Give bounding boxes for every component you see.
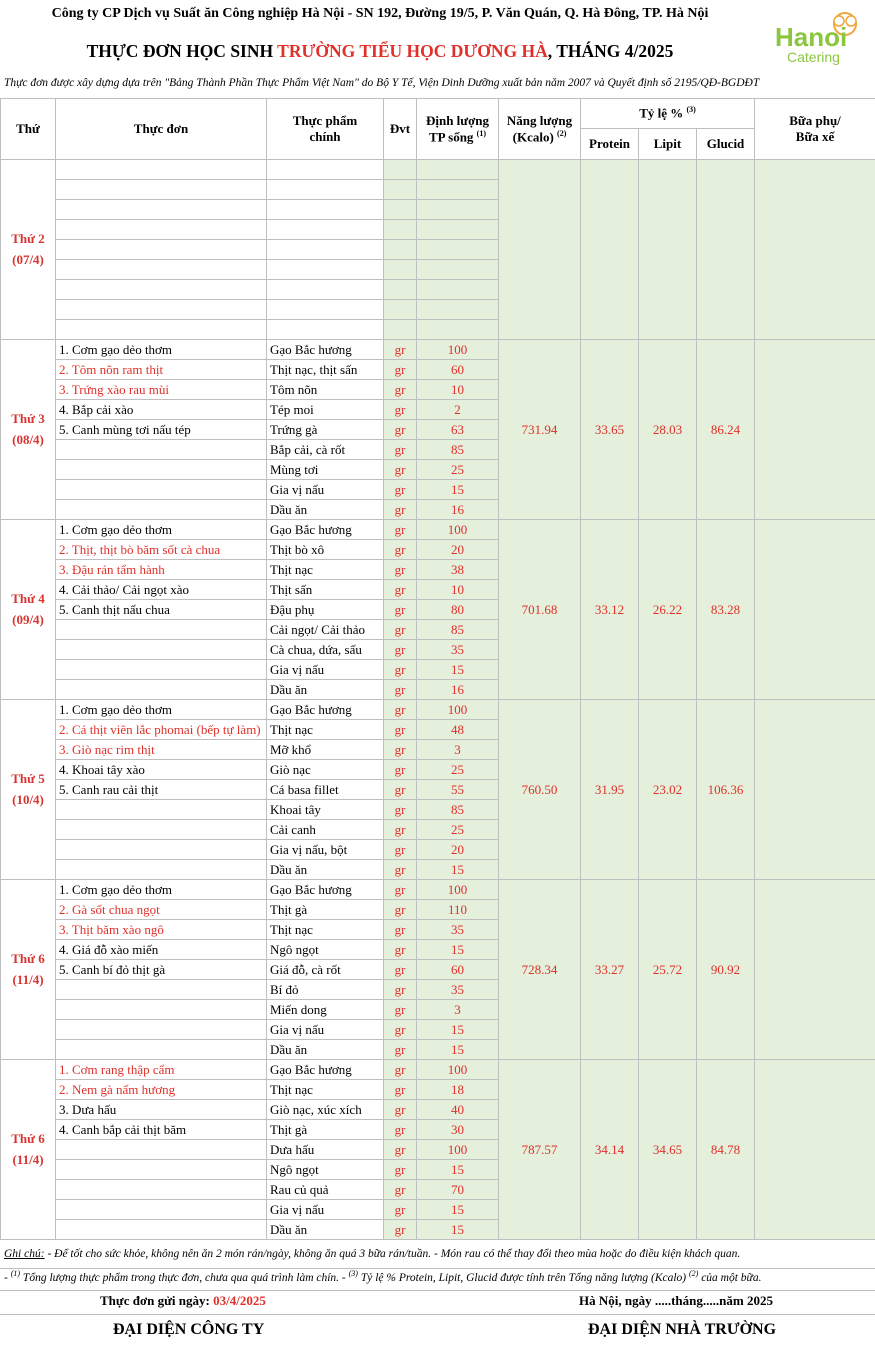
unit-cell: gr	[384, 760, 417, 780]
food-item: Miến dong	[267, 1000, 384, 1020]
unit-cell: gr	[384, 780, 417, 800]
unit-cell: gr	[384, 380, 417, 400]
dish-name: 2. Gà sốt chua ngọt	[56, 900, 267, 920]
food-item: Dầu ăn	[267, 1220, 384, 1240]
protein-value: 33.12	[581, 520, 639, 700]
food-item: Thịt sấn	[267, 580, 384, 600]
quantity-cell: 15	[417, 480, 499, 500]
quantity-cell: 85	[417, 620, 499, 640]
dish-name	[56, 1000, 267, 1020]
food-item: Giá đỗ, cà rốt	[267, 960, 384, 980]
quantity-cell: 35	[417, 980, 499, 1000]
food-item: Dầu ăn	[267, 500, 384, 520]
dish-name: 4. Bắp cải xào	[56, 400, 267, 420]
place-date: Hà Nội, ngày .....tháng.....năm 2025	[579, 1293, 773, 1308]
quantity-cell: 80	[417, 600, 499, 620]
unit-cell: gr	[384, 1140, 417, 1160]
dish-name	[56, 320, 267, 340]
food-item: Thịt gà	[267, 900, 384, 920]
day-label	[1, 340, 56, 520]
snack-cell	[755, 880, 875, 1060]
quantity-cell: 15	[417, 860, 499, 880]
dish-name: 3. Đậu rán tẩm hành	[56, 560, 267, 580]
unit-cell: gr	[384, 1200, 417, 1220]
dish-name	[56, 1180, 267, 1200]
quantity-cell: 35	[417, 920, 499, 940]
food-item	[267, 300, 384, 320]
food-item: Gia vị nấu, bột	[267, 840, 384, 860]
page-title	[0, 36, 760, 66]
unit-cell	[384, 300, 417, 320]
title-prefix: THỰC ĐƠN HỌC SINH	[86, 41, 278, 61]
quantity-cell	[417, 300, 499, 320]
dish-name: 2. Cá thịt viên lắc phomai (bếp tự làm)	[56, 720, 267, 740]
quantity-cell: 10	[417, 580, 499, 600]
unit-cell: gr	[384, 440, 417, 460]
quantity-cell: 63	[417, 420, 499, 440]
footnote-definitions: - $^{(1)}$ Tổng lượng thực phẩm trong thực đơn, chưa qua quá trình làm chín. - $^{(3)}$ Tỷ lệ % Protein, Lipit, Glucid được tính trên Tổng năng lượng (Kcalo) $^{(2)}$ của một bữa.	[4, 1269, 762, 1284]
food-item: Tép moi	[267, 400, 384, 420]
dish-name	[56, 660, 267, 680]
food-item	[267, 160, 384, 180]
food-item	[267, 260, 384, 280]
unit-cell	[384, 280, 417, 300]
day-name: Thứ 3	[11, 410, 45, 426]
quantity-cell: 110	[417, 900, 499, 920]
snack-cell	[755, 520, 875, 700]
dish-name: 2. Thịt, thịt bò băm sốt cà chua	[56, 540, 267, 560]
quantity-cell: 10	[417, 380, 499, 400]
table-row	[1, 880, 875, 900]
food-item: Thịt bò xô	[267, 540, 384, 560]
unit-cell: gr	[384, 820, 417, 840]
quantity-cell: 60	[417, 360, 499, 380]
dish-name	[56, 260, 267, 280]
food-item: Gia vị nấu	[267, 1020, 384, 1040]
lipit-value: 34.65	[639, 1060, 697, 1240]
quantity-cell	[417, 160, 499, 180]
quantity-cell: 100	[417, 700, 499, 720]
lipit-value: 23.02	[639, 700, 697, 880]
col-nang-luong: Năng lượng (Kcalo) $^{(2)}$	[499, 99, 581, 160]
glucid-value: 86.24	[697, 340, 755, 520]
food-item: Ngô ngọt	[267, 940, 384, 960]
dish-name	[56, 980, 267, 1000]
quantity-cell	[417, 200, 499, 220]
food-item: Giò nạc, xúc xích	[267, 1100, 384, 1120]
dish-name: 3. Giò nạc rim thịt	[56, 740, 267, 760]
dish-name: 5. Canh rau cải thịt	[56, 780, 267, 800]
dish-name: 3. Thịt băm xào ngô	[56, 920, 267, 940]
snack-cell	[755, 1060, 875, 1240]
day-label	[1, 520, 56, 700]
food-item	[267, 280, 384, 300]
unit-cell: gr	[384, 600, 417, 620]
quantity-cell: 35	[417, 640, 499, 660]
food-item: Cải ngọt/ Cải thảo	[267, 620, 384, 640]
quantity-cell: 85	[417, 440, 499, 460]
food-item: Thịt nạc	[267, 560, 384, 580]
glucid-value: 84.78	[697, 1060, 755, 1240]
source-note: Thực đơn được xây dựng dựa trên "Bảng Thành Phần Thực Phẩm Việt Nam" do Bộ Y Tế, Viện Dinh Dưỡng xuất bản năm 2007 và Quyết định số 2195/QĐ-BGDĐT	[4, 77, 760, 89]
unit-cell	[384, 200, 417, 220]
quantity-cell	[417, 260, 499, 280]
dish-name: 3. Dưa hấu	[56, 1100, 267, 1120]
protein-value: 33.27	[581, 880, 639, 1060]
signature-company: ĐẠI DIỆN CÔNG TY	[113, 1321, 265, 1338]
food-item	[267, 240, 384, 260]
food-item: Thịt nạc	[267, 1080, 384, 1100]
unit-cell: gr	[384, 500, 417, 520]
quantity-cell: 16	[417, 680, 499, 700]
quantity-cell: 16	[417, 500, 499, 520]
protein-value	[581, 160, 639, 340]
dish-name: 1. Cơm rang thập cẩm	[56, 1060, 267, 1080]
snack-cell	[755, 160, 875, 340]
food-item: Thịt gà	[267, 1120, 384, 1140]
quantity-cell	[417, 220, 499, 240]
unit-cell: gr	[384, 980, 417, 1000]
col-ty-le: Tỷ lệ % $^{(3)}$	[581, 99, 755, 129]
unit-cell: gr	[384, 900, 417, 920]
dish-name: 5. Canh mùng tơi nấu tép	[56, 420, 267, 440]
quantity-cell	[417, 180, 499, 200]
snack-cell	[755, 700, 875, 880]
signature-school: ĐẠI DIỆN NHÀ TRƯỜNG	[588, 1321, 777, 1338]
col-bua-phu: Bữa phụ/ Bữa xế	[755, 99, 875, 160]
dish-name	[56, 840, 267, 860]
food-item: Ngô ngọt	[267, 1160, 384, 1180]
lipit-value: 25.72	[639, 880, 697, 1060]
unit-cell: gr	[384, 360, 417, 380]
dish-name	[56, 500, 267, 520]
dish-name	[56, 1200, 267, 1220]
quantity-cell	[417, 320, 499, 340]
quantity-cell: 85	[417, 800, 499, 820]
day-name: Thứ 4	[11, 590, 45, 606]
unit-cell: gr	[384, 1120, 417, 1140]
col-thuc-pham: Thực phẩm chính	[267, 99, 384, 160]
food-item: Gạo Bắc hương	[267, 520, 384, 540]
dish-name: 1. Cơm gạo dẻo thơm	[56, 340, 267, 360]
quantity-cell: 15	[417, 940, 499, 960]
logo-subtext: Catering	[787, 49, 840, 65]
snack-cell	[755, 340, 875, 520]
food-item	[267, 180, 384, 200]
footnote-general: Ghi chú: - Để tốt cho sức khỏe, không nên ăn 2 món rán/ngày, không ăn quá 3 bữa rán/tuần. - Món rau có thể thay đổi theo mùa hoặc do điều kiện khách quan.	[4, 1248, 741, 1260]
dish-name	[56, 860, 267, 880]
day-label	[1, 1060, 56, 1240]
day-label	[1, 880, 56, 1060]
food-item: Gia vị nấu	[267, 1200, 384, 1220]
unit-cell	[384, 320, 417, 340]
unit-cell: gr	[384, 860, 417, 880]
dish-name: 4. Giá đỗ xào miến	[56, 940, 267, 960]
quantity-cell: 3	[417, 1000, 499, 1020]
dish-name	[56, 800, 267, 820]
day-label	[1, 700, 56, 880]
menu-table	[0, 98, 875, 1240]
quantity-cell: 15	[417, 1160, 499, 1180]
logo-wordmark: Hanoi	[775, 22, 848, 52]
energy-value: 787.57	[499, 1060, 581, 1240]
unit-cell: gr	[384, 1180, 417, 1200]
food-item: Khoai tây	[267, 800, 384, 820]
dish-name: 5. Canh thịt nấu chua	[56, 600, 267, 620]
food-item: Gạo Bắc hương	[267, 700, 384, 720]
quantity-cell	[417, 280, 499, 300]
quantity-cell: 25	[417, 460, 499, 480]
quantity-cell: 3	[417, 740, 499, 760]
dish-name: 4. Cải thảo/ Cải ngọt xào	[56, 580, 267, 600]
quantity-cell: 15	[417, 1200, 499, 1220]
quantity-cell: 30	[417, 1120, 499, 1140]
dish-name	[56, 480, 267, 500]
quantity-cell: 20	[417, 840, 499, 860]
protein-value: 31.95	[581, 700, 639, 880]
hanoi-catering-logo	[773, 8, 865, 68]
unit-cell: gr	[384, 1220, 417, 1240]
food-item: Dầu ăn	[267, 860, 384, 880]
day-name: Thứ 6	[11, 950, 45, 966]
col-dinh-luong: Định lượng TP sống $^{(1)}$	[417, 99, 499, 160]
dish-name: 1. Cơm gạo dẻo thơm	[56, 700, 267, 720]
dish-name: 4. Canh bắp cải thịt băm	[56, 1120, 267, 1140]
unit-cell: gr	[384, 720, 417, 740]
glucid-value	[697, 160, 755, 340]
day-name: Thứ 5	[11, 770, 45, 786]
quantity-cell: 55	[417, 780, 499, 800]
unit-cell: gr	[384, 700, 417, 720]
protein-value: 33.65	[581, 340, 639, 520]
unit-cell	[384, 260, 417, 280]
dish-name: 1. Cơm gạo dẻo thơm	[56, 880, 267, 900]
dish-name	[56, 240, 267, 260]
quantity-cell: 40	[417, 1100, 499, 1120]
dish-name: 3. Trứng xào rau mùi	[56, 380, 267, 400]
table-row	[1, 520, 875, 540]
energy-value: 728.34	[499, 880, 581, 1060]
food-item: Trứng gà	[267, 420, 384, 440]
lipit-value	[639, 160, 697, 340]
unit-cell	[384, 180, 417, 200]
col-glucid: Glucid	[697, 129, 755, 160]
quantity-cell: 48	[417, 720, 499, 740]
quantity-cell: 100	[417, 520, 499, 540]
unit-cell: gr	[384, 680, 417, 700]
food-item: Mùng tơi	[267, 460, 384, 480]
quantity-cell: 100	[417, 1140, 499, 1160]
unit-cell: gr	[384, 1020, 417, 1040]
food-item: Tôm nõn	[267, 380, 384, 400]
protein-value: 34.14	[581, 1060, 639, 1240]
day-date: (11/4)	[12, 971, 44, 987]
food-item: Gia vị nấu	[267, 660, 384, 680]
glucid-value: 106.36	[697, 700, 755, 880]
day-name: Thứ 2	[11, 230, 45, 246]
unit-cell: gr	[384, 640, 417, 660]
dish-name	[56, 440, 267, 460]
food-item: Đậu phụ	[267, 600, 384, 620]
unit-cell: gr	[384, 740, 417, 760]
food-item	[267, 200, 384, 220]
quantity-cell: 15	[417, 1220, 499, 1240]
unit-cell: gr	[384, 400, 417, 420]
day-date: (07/4)	[12, 251, 44, 267]
dish-name	[56, 300, 267, 320]
unit-cell: gr	[384, 620, 417, 640]
unit-cell: gr	[384, 1040, 417, 1060]
quantity-cell: 15	[417, 1020, 499, 1040]
dish-name: 2. Tôm nõn ram thịt	[56, 360, 267, 380]
unit-cell: gr	[384, 800, 417, 820]
quantity-cell: 20	[417, 540, 499, 560]
unit-cell	[384, 160, 417, 180]
quantity-cell: 100	[417, 340, 499, 360]
food-item: Thịt nạc, thịt sấn	[267, 360, 384, 380]
dish-name	[56, 820, 267, 840]
quantity-cell: 100	[417, 1060, 499, 1080]
col-thu: Thứ	[1, 99, 56, 160]
day-name: Thứ 6	[11, 1130, 45, 1146]
energy-value: 701.68	[499, 520, 581, 700]
dish-name: 1. Cơm gạo dẻo thơm	[56, 520, 267, 540]
quantity-cell	[417, 240, 499, 260]
table-row	[1, 340, 875, 360]
unit-cell: gr	[384, 1100, 417, 1120]
food-item	[267, 220, 384, 240]
unit-cell: gr	[384, 460, 417, 480]
quantity-cell: 18	[417, 1080, 499, 1100]
school-name: TRƯỜNG TIỂU HỌC DƯƠNG HÀ	[277, 41, 548, 61]
dish-name	[56, 220, 267, 240]
unit-cell	[384, 220, 417, 240]
dish-name	[56, 160, 267, 180]
quantity-cell: 100	[417, 880, 499, 900]
table-row	[1, 1060, 875, 1080]
quantity-cell: 38	[417, 560, 499, 580]
day-date: (08/4)	[12, 431, 44, 447]
col-dvt: Đvt	[384, 99, 417, 160]
unit-cell	[384, 240, 417, 260]
food-item: Gạo Bắc hương	[267, 1060, 384, 1080]
unit-cell: gr	[384, 420, 417, 440]
quantity-cell: 25	[417, 820, 499, 840]
lipit-value: 28.03	[639, 340, 697, 520]
unit-cell: gr	[384, 960, 417, 980]
food-item: Dầu ăn	[267, 1040, 384, 1060]
day-date: (10/4)	[12, 791, 44, 807]
col-protein: Protein	[581, 129, 639, 160]
table-row	[1, 700, 875, 720]
unit-cell: gr	[384, 1160, 417, 1180]
dish-name	[56, 1140, 267, 1160]
unit-cell: gr	[384, 1060, 417, 1080]
dish-name	[56, 620, 267, 640]
unit-cell: gr	[384, 940, 417, 960]
dish-name: 2. Nem gà nấm hương	[56, 1080, 267, 1100]
food-item: Cà chua, dứa, sấu	[267, 640, 384, 660]
food-item: Mỡ khổ	[267, 740, 384, 760]
food-item: Gạo Bắc hương	[267, 340, 384, 360]
dish-name	[56, 640, 267, 660]
glucid-value: 90.92	[697, 880, 755, 1060]
company-header: Công ty CP Dịch vụ Suất ăn Công nghiệp Hà Nội - SN 192, Đường 19/5, P. Văn Quán, Q. Hà Đông, TP. Hà Nội	[51, 6, 709, 21]
dish-name	[56, 200, 267, 220]
food-item: Dưa hấu	[267, 1140, 384, 1160]
dish-name	[56, 1160, 267, 1180]
unit-cell: gr	[384, 1000, 417, 1020]
food-item: Cải canh	[267, 820, 384, 840]
unit-cell: gr	[384, 1080, 417, 1100]
food-item: Bí đỏ	[267, 980, 384, 1000]
food-item: Thịt nạc	[267, 720, 384, 740]
dish-name	[56, 180, 267, 200]
dish-name	[56, 280, 267, 300]
unit-cell: gr	[384, 880, 417, 900]
table-row	[1, 160, 875, 180]
dish-name	[56, 460, 267, 480]
title-suffix: , THÁNG 4/2025	[547, 41, 674, 61]
quantity-cell: 15	[417, 660, 499, 680]
unit-cell: gr	[384, 840, 417, 860]
food-item: Gạo Bắc hương	[267, 880, 384, 900]
unit-cell: gr	[384, 540, 417, 560]
dish-name	[56, 1220, 267, 1240]
quantity-cell: 2	[417, 400, 499, 420]
food-item: Bắp cải, cà rốt	[267, 440, 384, 460]
unit-cell: gr	[384, 560, 417, 580]
dish-name	[56, 1020, 267, 1040]
day-label	[1, 160, 56, 340]
food-item: Cá basa fillet	[267, 780, 384, 800]
dish-name	[56, 1040, 267, 1060]
glucid-value: 83.28	[697, 520, 755, 700]
food-item: Gia vị nấu	[267, 480, 384, 500]
unit-cell: gr	[384, 520, 417, 540]
energy-value: 731.94	[499, 340, 581, 520]
food-item: Giò nạc	[267, 760, 384, 780]
food-item	[267, 320, 384, 340]
food-item: Dầu ăn	[267, 680, 384, 700]
day-date: (11/4)	[12, 1151, 44, 1167]
quantity-cell: 70	[417, 1180, 499, 1200]
unit-cell: gr	[384, 660, 417, 680]
unit-cell: gr	[384, 920, 417, 940]
col-lipit: Lipit	[639, 129, 697, 160]
col-thuc-don: Thực đơn	[56, 99, 267, 160]
quantity-cell: 25	[417, 760, 499, 780]
lipit-value: 26.22	[639, 520, 697, 700]
sent-date: Thực đơn gửi ngày: 03/4/2025	[100, 1293, 266, 1308]
energy-value	[499, 160, 581, 340]
dish-name	[56, 680, 267, 700]
dish-name: 4. Khoai tây xào	[56, 760, 267, 780]
unit-cell: gr	[384, 480, 417, 500]
energy-value: 760.50	[499, 700, 581, 880]
quantity-cell: 60	[417, 960, 499, 980]
dish-name: 5. Canh bí đỏ thịt gà	[56, 960, 267, 980]
quantity-cell: 15	[417, 1040, 499, 1060]
day-date: (09/4)	[12, 611, 44, 627]
unit-cell: gr	[384, 340, 417, 360]
unit-cell: gr	[384, 580, 417, 600]
food-item: Thịt nạc	[267, 920, 384, 940]
food-item: Rau củ quả	[267, 1180, 384, 1200]
